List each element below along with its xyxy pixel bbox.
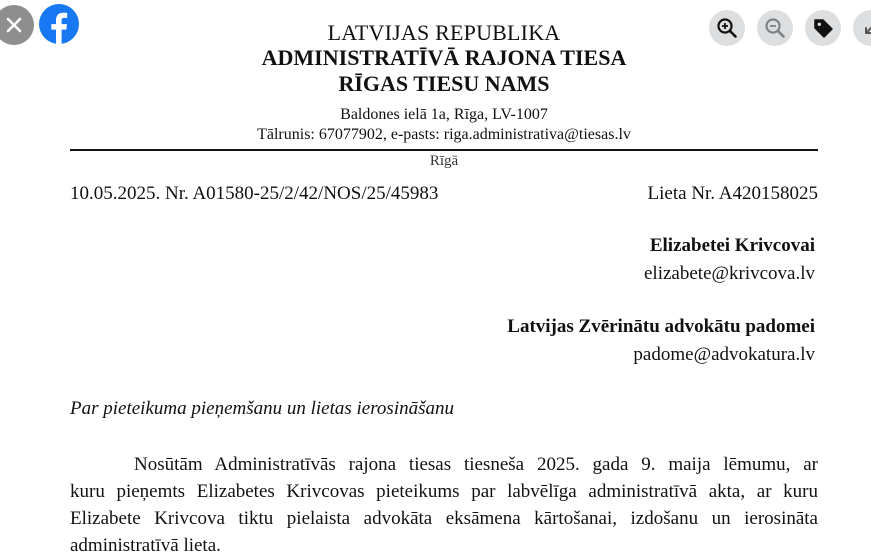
header-country: LATVIJAS REPUBLIKA [327,20,561,45]
zoom-in-button[interactable] [709,10,745,46]
case-number: Lieta Nr. A420158025 [647,183,818,204]
close-icon [4,15,24,35]
collapse-icon [860,17,871,39]
letter-subject: Par pieteikuma pieņemšanu un lietas ierosināšanu [70,398,454,419]
recipient-name: Elizabetei Krivcovai [649,235,815,256]
body-text-line: Elizabete Krivcova tiktu pielaista advokāta eksāmena kārtošanai, izdošanu un ierosināta [70,508,818,529]
recipient-email: elizabete@krivcova.lv [644,263,815,284]
zoom-in-icon [716,17,738,39]
body-text-line: kuru pieņemts Elizabetes Krivcovas pieteikums par labvēlīga administratīvā akta, ar kuru [70,481,818,502]
facebook-icon [38,3,80,45]
zoom-out-icon [764,17,786,39]
header-court-name: ADMINISTRATĪVĀ RAJONA TIESA [261,45,627,70]
header-city: Rīgā [429,153,459,169]
header-contacts: Tālrunis: 67077902, e-pasts: riga.administrativa@tiesas.lv [257,126,631,143]
header-courthouse: RĪGAS TIESU NAMS [338,71,550,96]
date-and-number: 10.05.2025. Nr. A01580-25/2/42/NOS/25/45983 [70,183,439,204]
recipient-block [644,232,815,288]
tag-icon [812,17,834,39]
recipient-email: padome@advokatura.lv [633,344,815,365]
facebook-share-button[interactable] [38,3,80,45]
body-text-line: administratīvā lieta. [70,535,221,556]
header-address: Baldones ielā 1a, Rīga, LV-1007 [340,106,548,123]
zoom-out-button[interactable] [757,10,793,46]
body-text-line: Nosūtām Administratīvās rajona tiesas tiesneša 2025. gada 9. maija lēmumu, ar [134,454,818,475]
recipient-block [507,313,815,369]
tag-button[interactable] [805,10,841,46]
recipient-name: Latvijas Zvērinātu advokātu padomei [507,316,815,337]
